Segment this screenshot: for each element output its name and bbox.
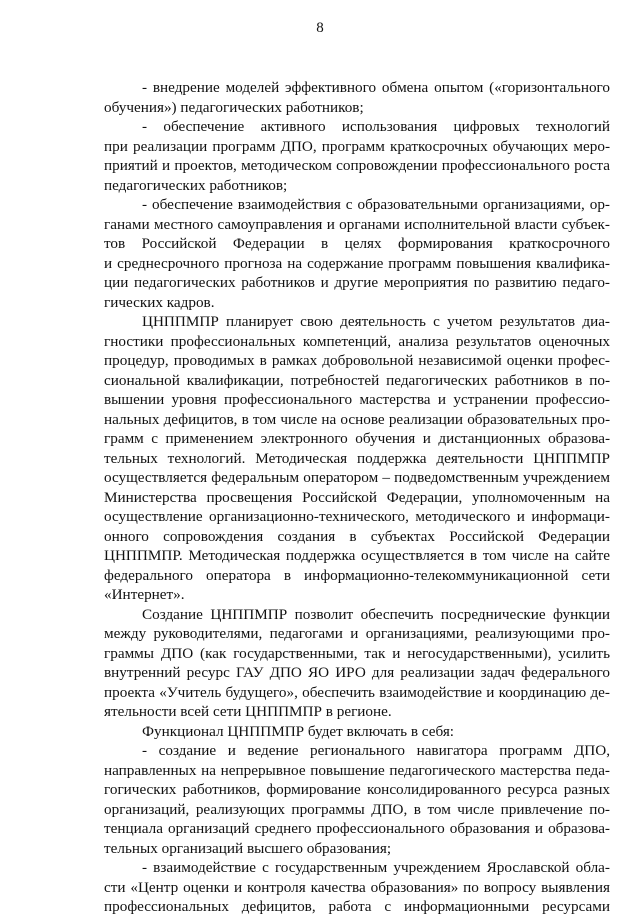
paragraph — [104, 605, 610, 722]
text-line: «Интернет». — [104, 586, 185, 603]
text-line: федерального оператора в информационно-телекоммуникационной сети — [104, 566, 610, 584]
text-line: - внедрение моделей эффективного обмена опытом («горизонтального — [142, 79, 610, 96]
text-line: внутренний ресурс ГАУ ДПО ЯО ИРО для реализации задач федерального — [104, 664, 610, 681]
paragraph — [104, 722, 610, 742]
paragraph — [104, 78, 610, 117]
text-line: - создание и ведение регионального навигатора программ ДПО, — [142, 742, 610, 759]
text-line: при реализации программ ДПО, программ краткосрочных обучающих меро- — [104, 137, 610, 155]
text-line: ции педагогических работников и другие мероприятия по развитию педаго- — [104, 274, 610, 291]
text-line: нальных дефицитов, в том числе на основе реализации образовательных про- — [104, 410, 610, 428]
text-line: процедур, проводимых в рамках добровольной независимой оценки профес- — [104, 352, 610, 369]
text-line: - обеспечение активного использования цифровых технологий — [142, 118, 610, 135]
text-line: ЦНППМПР планирует свою деятельность с учетом результатов диа- — [142, 313, 610, 330]
paragraph — [104, 312, 610, 605]
text-line: - обеспечение взаимодействия с образовательными организациями, ор- — [142, 196, 610, 213]
text-line: и среднесрочного прогноза на содержание программ повышения квалифика- — [104, 254, 610, 272]
text-line: вышении уровня профессионального мастерства и устранении профессио- — [104, 391, 610, 408]
text-line: граммы ДПО (как государственными, так и негосударственными), усилить — [104, 644, 610, 662]
text-line: тельных технологий. Методическая поддержка деятельности ЦНППМПР — [104, 449, 610, 467]
text-line: осуществляется федеральным оператором – подведомственным учреждением — [104, 469, 610, 486]
text-line: осуществление организационно-технического, методического и информаци- — [104, 508, 610, 525]
text-line: ганами местного самоуправления и органами исполнительной власти субъек- — [104, 215, 610, 233]
text-line: тельных организаций высшего образования; — [104, 839, 392, 857]
text-line: направленных на непрерывное повышение педагогического мастерства педа- — [104, 761, 610, 779]
text-line: Функционал ЦНППМПР будет включать в себя: — [142, 722, 455, 740]
text-line: гических кадров. — [104, 293, 215, 311]
text-line: проекта «Учитель будущего», обеспечить взаимодействие и координацию де- — [104, 683, 610, 701]
text-line: педагогических работников; — [104, 176, 288, 194]
text-line: организаций, реализующих программы ДПО, в том числе привлечение по- — [104, 800, 610, 818]
text-line: обучения») педагогических работников; — [104, 98, 364, 116]
text-line: профессиональных дефицитов, работа с информационными ресурсами — [104, 898, 610, 915]
text-line: ятельности всей сети ЦНППМПР в регионе. — [104, 703, 392, 720]
text-line: тенциала организаций среднего профессионального образования и образова- — [104, 820, 610, 837]
text-line: сти «Центр оценки и контроля качества образования» по вопросу выявления — [104, 878, 610, 896]
text-line: сиональной квалификации, потребностей педагогических работников в по- — [104, 371, 610, 389]
text-line: между руководителями, педагогами и организациями, реализующими про- — [104, 625, 610, 642]
text-line: - взаимодействие с государственным учреждением Ярославской обла- — [142, 859, 610, 876]
paragraph — [104, 195, 610, 312]
document-body — [104, 78, 610, 917]
paragraph — [104, 117, 610, 195]
text-line: гогических работников, формирование консолидированного ресурса разных — [104, 781, 610, 798]
text-line: Создание ЦНППМПР позволит обеспечить посреднические функции — [142, 605, 610, 623]
text-line: гностики профессиональных компетенций, анализа результатов оценочных — [104, 332, 610, 350]
text-line: онного сопровождения создания в субъектах Российской Федерации — [104, 527, 610, 545]
text-line: тов Российской Федерации в целях формирования краткосрочного — [104, 235, 610, 252]
paragraph — [104, 741, 610, 858]
text-line: приятий и проектов, методическом сопровождении профессионального роста — [104, 157, 610, 174]
paragraph — [104, 858, 610, 917]
text-line: грамм с применением электронного обучения и дистанционных образова- — [104, 430, 610, 447]
text-line: Министерства просвещения Российской Федерации, уполномоченным на — [104, 488, 610, 506]
text-line: ЦНППМПР. Методическая поддержка осуществляется в том числе на сайте — [104, 547, 610, 564]
page-number: 8 — [316, 20, 324, 36]
